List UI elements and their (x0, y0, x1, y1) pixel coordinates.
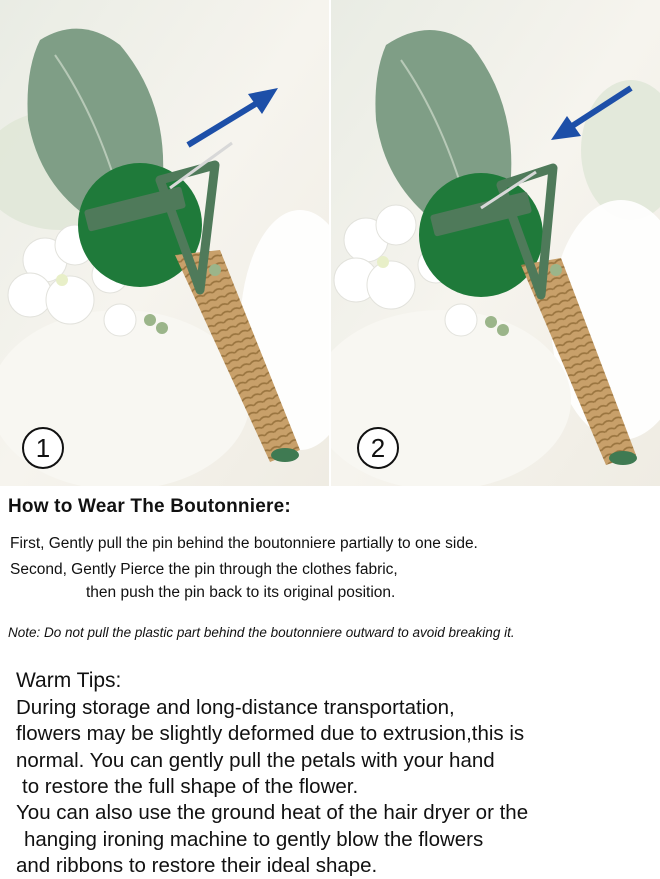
step-1-badge (22, 427, 64, 469)
instruction-step-1: First, Gently pull the pin behind the boutonniere partially to one side. (10, 535, 478, 552)
tip-line: You can also use the ground heat of the hair dryer or the (16, 801, 529, 824)
warning-note: Note: Do not pull the plastic part behind the boutonniere outward to avoid breaking it. (8, 625, 515, 640)
tip-line: During storage and long-distance transportation, (16, 696, 455, 719)
step-2-number: 2 (370, 433, 386, 463)
warm-tips-title: Warm Tips: (16, 669, 122, 692)
step-2-badge (357, 427, 399, 469)
tip-line: hanging ironing machine to gently blow the flowers (24, 828, 484, 851)
boutonniere-photo-step-2 (331, 0, 660, 486)
tip-line: to restore the full shape of the flower. (22, 775, 359, 798)
tip-line: flowers may be slightly deformed due to extrusion,this is (16, 722, 525, 745)
instructions-heading: How to Wear The Boutonniere: (8, 496, 291, 517)
tip-line: and ribbons to restore their ideal shape. (16, 854, 378, 877)
tip-line: normal. You can gently pull the petals with your hand (16, 749, 495, 772)
instruction-step-2: Second, Gently Pierce the pin through the clothes fabric, (10, 561, 398, 578)
instruction-step-3: then push the pin back to its original position. (86, 584, 396, 601)
boutonniere-photo-step-1 (0, 0, 329, 486)
step-1-number: 1 (35, 433, 51, 463)
